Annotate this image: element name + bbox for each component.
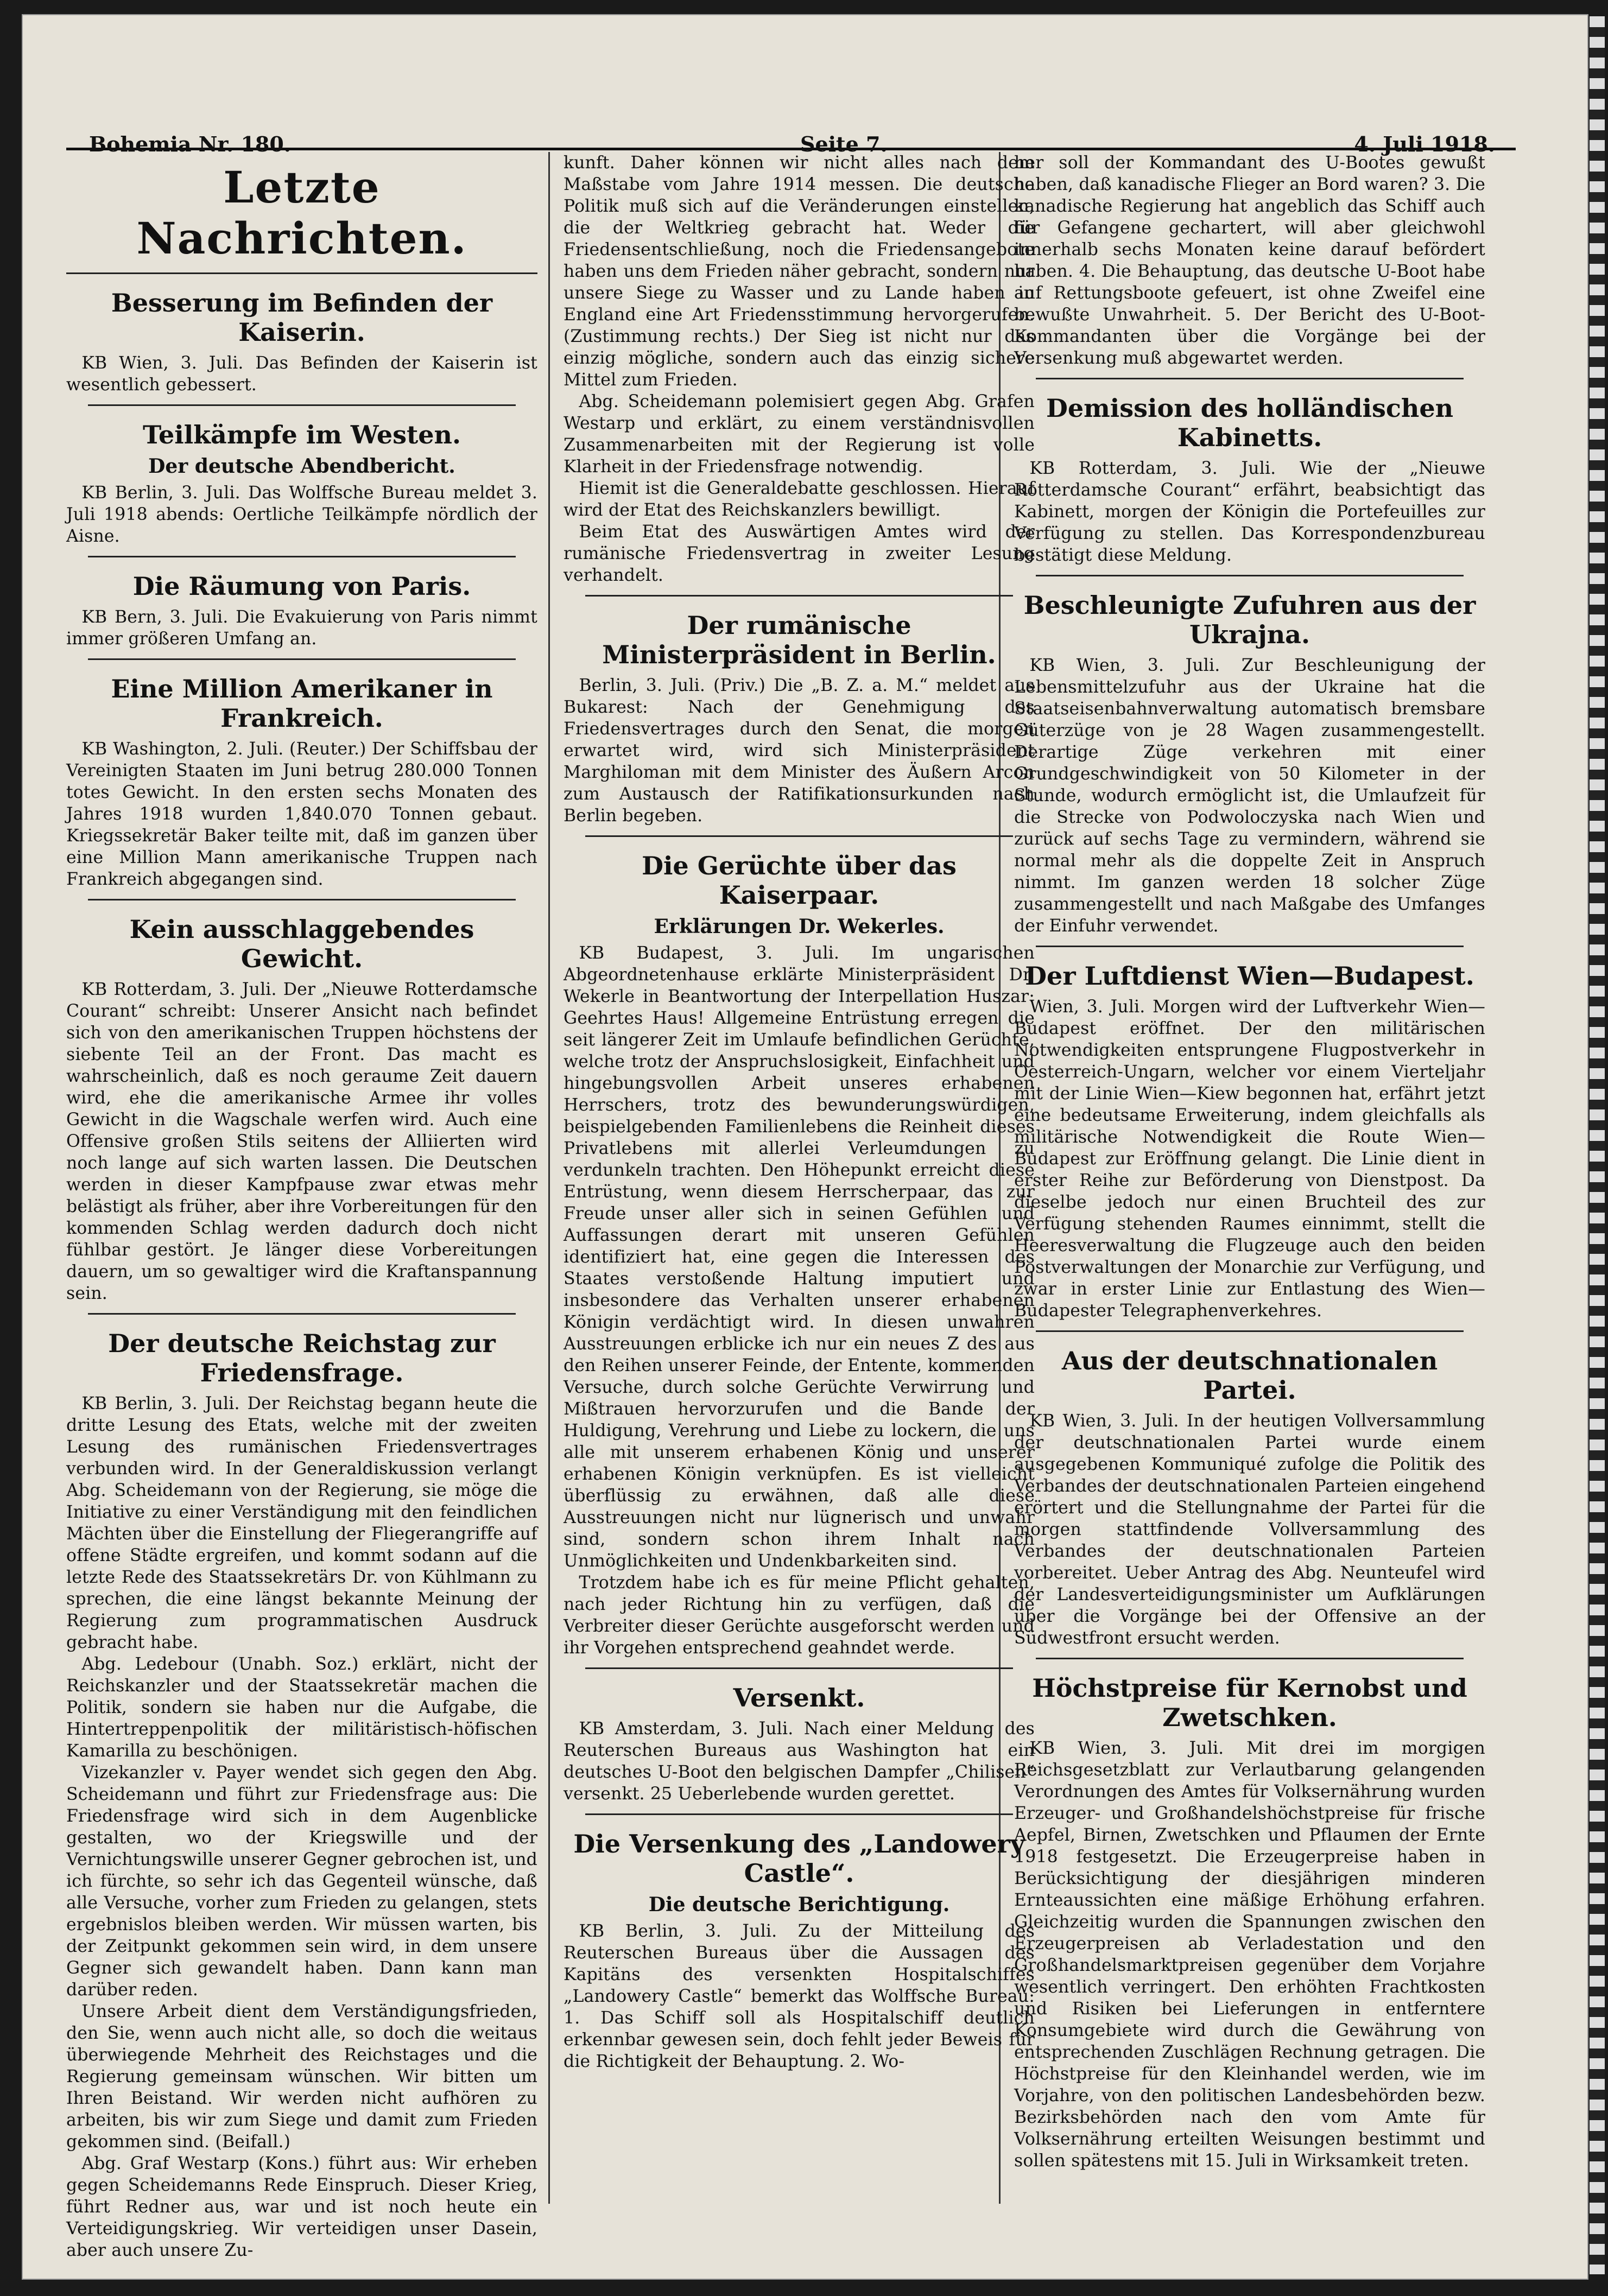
article-paragraph: Vizekanzler v. Payer wendet sich gegen den Abg. Scheidemann und führt zur Friedensfrage aus: Die Friedensfrage wird sich in dem Augenblicke gestalten, wo der Kriegswille und der Vernichtungswille unserer Gegner gebrochen ist, und ich fürchte, so sehr ich das Gegenteil wünsche, daß alle Versuche, vorher zum Frieden zu gelangen, stets ergebnislos bleiben werden. Wir müssen warten, bis der Zeitpunkt gekommen sein wird, in dem unsere Gegner sich gewandelt haben. Dann kann man darüber reden.: [66, 1763, 537, 2000]
article-paragraph: her soll der Kommandant des U-Bootes gewußt haben, daß kanadische Flieger an Bord waren? 3. Die kanadische Regierung hat angeblich das Schiff auch für Gefangene gechartert, will aber gleichwohl innerhalb sechs Monaten keine darauf befördert haben. 4. Die Behauptung, das deutsche U-Boot habe auf Rettungsboote gefeuert, ist ohne Zweifel eine bewußte Unwahrheit. 5. Der Bericht des U-Boot-Kommandanten über die Vorgänge bei der Versenkung muß abgewartet werden.: [1014, 153, 1485, 368]
article-paragraph: KB Washington, 2. Juli. (Reuter.) Der Schiffsbau der Vereinigten Staaten im Juni betrug 280.000 Tonnen totes Gewicht. In den ersten sechs Monaten des Jahres 1918 wurden 1,840.070 Tonnen gebaut. Kriegssekretär Baker teilte mit, daß im ganzen über eine Million Mann amerikanische Truppen nach Frankreich abgegangen sind.: [66, 739, 537, 889]
article-headline: Die Gerüchte über das Kaiserpaar.: [642, 851, 957, 910]
article-headline: Kein ausschlaggebendes Gewicht.: [129, 915, 474, 973]
article-paragraph: KB Budapest, 3. Juli. Im ungarischen Abgeordnetenhause erklärte Ministerpräsident Dr. Wekerle in Beantwortung der Interpellation Huszar: Geehrtes Haus! Allgemeine Entrüstung erregen die seit längerer Zeit im Umlaufe befindlichen Gerüchte, welche trotz der Anspruchslosigkeit, Einfachheit und hingebungsvollen Arbeit unseres erhabenen Herrschers, trotz des bewunderungswürdigen, beispielgebenden Familienlebens die Reinheit dieses Privatlebens mit allerlei Verleumdungen zu verdunkeln trachten. Den Höhepunkt erreicht diese Entrüstung, wenn diesem Herrscherpaar, das zur Freude unser aller sich in seinen Gefühlen und Auffassungen derart mit unseren Gefühlen identifiziert hat, eine gegen die Interessen des Staates verstoßende Haltung imputiert und insbesondere das Verhalten unserer erhabenen Königin verdächtigt wird. In diesen unwahren Ausstreuungen erblicke ich nur ein neues Z des aus den Reihen unserer Feinde, der Entente, kommenden Versuche, durch solche Gerüchte Verwirrung und Mißtrauen hervorzurufen und die Bande der Huldigung, Verehrung und Liebe zu lockern, die uns alle mit unserem erhabenen König und unserer erhabenen Königin verknüpfen. Es ist vielleicht überflüssig zu erwähnen, daß alle diese Ausstreuungen nicht nur lügnerisch und unwahr sind, sondern schon ihrem Inhalt nach Unmöglichkeiten und Undenkbarkeiten sind.: [564, 943, 1035, 1571]
scan-edge-marks: [1590, 16, 1605, 2274]
article-headline: Beschleunigte Zufuhren aus der Ukrajna.: [1023, 591, 1476, 649]
header-rule: [66, 148, 1516, 150]
article-paragraph: kunft. Daher können wir nicht alles nach dem Maßstabe vom Jahre 1914 messen. Die deutsche Politik muß sich auf die Veränderungen einstellen, die der Weltkrieg gebracht hat. Weder die Friedensentschließung, noch die Friedensangebote haben uns dem Frieden näher gebracht, sondern nur unsere Siege zu Wasser und zu Lande haben in England eine Art Friedensstimmung hervorgerufen. (Zustimmung rechts.) Der Sieg ist nicht nur das einzig mögliche, sondern auch das einzig sichere Mittel zum Frieden.: [564, 153, 1035, 390]
column-3: [1014, 152, 1485, 2204]
column-divider-1: [548, 152, 550, 2204]
article-headline: Die Versenkung des „Landowery Castle“.: [573, 1829, 1025, 1888]
article-subheadline: Die deutsche Berichtigung.: [648, 1893, 950, 1916]
separator: [585, 1667, 1013, 1669]
article-headline: Versenkt.: [733, 1683, 865, 1713]
separator: [1036, 1330, 1464, 1332]
article-paragraph: KB Wien, 3. Juli. Zur Beschleunigung der Lebensmittelzufuhr aus der Ukraine hat die Staatseisenbahnverwaltung automatisch bremsbare Güterzüge von je 28 Wagen zusammengestellt. Derartige Züge verkehren mit einer Grundgeschwindigkeit von 50 Kilometer in der Stunde, wodurch ermöglicht ist, die Umlaufzeit für die Strecke von Podwoloczyska nach Wien und zurück auf sechs Tage zu vermindern, während sie normal mehr als die doppelte Zeit in Anspruch nimmt. Im ganzen werden 18 solcher Züge zusammengestellt und nach Maßgabe des Umfanges der Einfuhr verwendet.: [1014, 656, 1485, 936]
separator: [1036, 378, 1464, 379]
article-paragraph: KB Amsterdam, 3. Juli. Nach einer Meldung des Reuterschen Bureaus aus Washington hat ein deutsches U-Boot den belgischen Dampfer „Chilisen“ versenkt. 25 Ueberlebende wurden gerettet.: [564, 1719, 1035, 1804]
page-number: Seite 7.: [800, 132, 888, 156]
article-headline: Teilkämpfe im Westen.: [143, 420, 461, 449]
separator: [585, 595, 1013, 597]
article-paragraph: Abg. Graf Westarp (Kons.) führt aus: Wir erheben gegen Scheidemanns Rede Einspruch. Dieser Krieg, führt Redner aus, war und ist noch heute ein Verteidigungskrieg. Wir verteidigen unser Dasein, aber auch unsere Zu-: [66, 2154, 537, 2260]
section-title: Letzte Nachrichten.: [136, 162, 467, 264]
article-paragraph: Hiemit ist die Generaldebatte geschlossen. Hierauf wird der Etat des Reichskanzlers bewilligt.: [564, 479, 1035, 520]
separator: [88, 404, 516, 406]
article-headline: Demission des holländischen Kabinetts.: [1046, 394, 1454, 452]
article-paragraph: Abg. Scheidemann polemisiert gegen Abg. Grafen Westarp und erklärt, zu einem verständnisvollen Zusammenarbeiten mit der Regierung ist volle Klarheit in der Friedensfrage notwendig.: [564, 392, 1035, 477]
article-headline: Höchstpreise für Kernobst und Zwetschken.: [1032, 1673, 1467, 1732]
article-paragraph: KB Bern, 3. Juli. Die Evakuierung von Paris nimmt immer größeren Umfang an.: [66, 607, 537, 649]
article-paragraph: KB Wien, 3. Juli. In der heutigen Vollversammlung der deutschnationalen Partei wurde einem ausgegebenen Kommuniqué zufolge die Politik des Verbandes der deutschnationalen Parteien eingehend erörtert und die Stellungnahme der Partei für die morgen stattfindende Vollversammlung des Verbandes der deutschnationalen Parteien vorbereitet. Ueber Antrag des Abg. Neunteufel wird der Landesverteidigungsminister um Aufklärungen über die Vorgänge bei der Offensive an der Südwestfront ersucht werden.: [1014, 1411, 1485, 1648]
article-paragraph: Wien, 3. Juli. Morgen wird der Luftverkehr Wien—Budapest eröffnet. Der den militärischen Notwendigkeiten entsprungene Flugpostverkehr in Oesterreich-Ungarn, welcher vor einem Vierteljahr mit der Linie Wien—Kiew begonnen hat, erfährt jetzt eine bedeutsame Erweiterung, indem gleichfalls als militärische Notwendigkeit die Route Wien—Budapest zur Eröffnung gelangt. Die Linie dient in erster Reihe zur Beförderung von Dienstpost. Da dieselbe jedoch nur einen Bruchteil des zur Verfügung stehenden Raumes einnimmt, stellt die Heeresverwaltung die Flugzeuge auch den beiden Postverwaltungen der Monarchie zur Verfügung, und zwar in erster Linie zur Entlastung des Wien—Budapester Telegraphenverkehres.: [1014, 997, 1485, 1321]
article-subheadline: Erklärungen Dr. Wekerles.: [654, 915, 945, 938]
separator: [585, 835, 1013, 837]
article-paragraph: Beim Etat des Auswärtigen Amtes wird der rumänische Friedensvertrag in zweiter Lesung verhandelt.: [564, 522, 1035, 585]
separator: [585, 1813, 1013, 1815]
article-paragraph: KB Rotterdam, 3. Juli. Wie der „Nieuwe Rotterdamsche Courant“ erfährt, beabsichtigt das Kabinett, morgen der Königin die Portefeuilles zur Verfügung zu stellen. Das Korrespondenzbureau bestätigt diese Meldung.: [1014, 459, 1485, 565]
article-paragraph: KB Rotterdam, 3. Juli. Der „Nieuwe Rotterdamsche Courant“ schreibt: Unserer Ansicht nach befindet sich von den amerikanischen Truppen höchstens der siebente Teil an der Front. Das macht es wahrscheinlich, daß es noch geraume Zeit dauern wird, ehe die amerikanische Armee ihr volles Gewicht in die Wagschale werfen wird. Auch eine Offensive großen Stils seitens der Alliierten wird noch lange auf sich warten lassen. Die Deutschen werden in dieser Kampfpause zwar etwas mehr belästigt als früher, aber ihre Vorbereitungen für den kommenden Schlag werden dadurch doch nicht fühlbar gestört. Je länger diese Vorbereitungen dauern, um so gewaltiger wird die Kraftanspannung sein.: [66, 980, 537, 1303]
article-headline: Der deutsche Reichstag zur Friedensfrage.: [108, 1329, 496, 1387]
article-paragraph: KB Wien, 3. Juli. Mit drei im morgigen Reichsgesetzblatt zur Verlautbarung gelangenden Verordnungen des Amtes für Volksernährung wurden Erzeuger- und Großhandelshöchstpreise für frische Aepfel, Birnen, Zwetschken und Pflaumen der Ernte 1918 festgesetzt. Die Erzeugerpreise haben in Berücksichtigung der diesjährigen minderen Ernteaussichten eine mäßige Erhöhung erfahren. Gleichzeitig wurden die Spannungen zwischen den Erzeugerpreisen ab Verladestation und den Großhandelsmarktpreisen gegenüber dem Vorjahre wesentlich verringert. Den erhöhten Frachtkosten und Risiken bei Lieferungen in entferntere Konsumgebiete wird durch die Gewährung von entsprechenden Zuschlägen Rechnung getragen. Die Höchstpreise für den Kleinhandel werden, wie im Vorjahre, von den politischen Landesbehörden bezw. Bezirksbehörden nach den vom Amte für Volksernährung erteilten Weisungen bestimmt und sollen spätestens mit 15. Juli in Wirksamkeit treten.: [1014, 1739, 1485, 2171]
separator: [88, 658, 516, 660]
article-paragraph: KB Berlin, 3. Juli. Das Wolffsche Bureau meldet 3. Juli 1918 abends: Oertliche Teilkämpfe nördlich der Aisne.: [66, 483, 537, 546]
column-2: [564, 152, 1035, 2204]
article-paragraph: KB Wien, 3. Juli. Das Befinden der Kaiserin ist wesentlich gebessert.: [66, 353, 537, 395]
article-paragraph: Berlin, 3. Juli. (Priv.) Die „B. Z. a. M.“ meldet aus Bukarest: Nach der Genehmigung des Friedensvertrages durch den Senat, die morgen erwartet wird, wird sich Ministerpräsident Marghiloman mit dem Minister des Äußern Arcon zum Austausch der Ratifikationsurkunden nach Berlin begeben.: [564, 676, 1035, 826]
separator: [1036, 1658, 1464, 1659]
article-headline: Eine Million Amerikaner in Frankreich.: [111, 674, 493, 733]
article-headline: Besserung im Befinden der Kaiserin.: [111, 288, 493, 347]
article-headline: Aus der deutschnationalen Partei.: [1061, 1346, 1438, 1405]
article-paragraph: Trotzdem habe ich es für meine Pflicht gehalten, nach jeder Richtung hin zu verfügen, daß die Verbreiter dieser Gerüchte ausgeforscht werden und ihr Vorgehen entsprechend geahndet werde.: [564, 1573, 1035, 1658]
article-headline: Der Luftdienst Wien—Budapest.: [1025, 961, 1474, 991]
article-paragraph: Abg. Ledebour (Unabh. Soz.) erklärt, nicht der Reichskanzler und der Staatssekretär machen die Politik, sondern sie haben nur die Aufgabe, die Hintertreppenpolitik der militäristisch-höfischen Kamarilla zu beschönigen.: [66, 1654, 537, 1761]
separator: [88, 556, 516, 557]
separator: [1036, 575, 1464, 576]
article-paragraph: KB Berlin, 3. Juli. Der Reichstag begann heute die dritte Lesung des Etats, welche mit der zweiten Lesung des rumänischen Friedensvertrages verbunden wird. In der Generaldiskussion verlangt Abg. Scheidemann von der Regierung, sie möge die Initiative zu einer Verständigung mit den feindlichen Mächten über die Einstellung der Fliegerangriffe auf offene Städte ergreifen, und kommt sodann auf die letzte Rede des Staatssekretärs Dr. von Kühlmann zu sprechen, die eine längst bekannte Meinung der Regierung zum programmatischen Ausdruck gebracht habe.: [66, 1394, 537, 1652]
separator: [88, 899, 516, 900]
column-1: [66, 152, 537, 2260]
paper-issue: Bohemia Nr. 180.: [89, 132, 292, 156]
article-headline: Der rumänische Ministerpräsident in Berlin.: [602, 611, 996, 669]
article-paragraph: Unsere Arbeit dient dem Verständigungsfrieden, den Sie, wenn auch nicht alle, so doch die weitaus überwiegende Mehrheit des Reichstages und die Regierung gemeinsam wünschen. Wir bitten um Ihren Beistand. Wir werden nicht aufhören zu arbeiten, bis wir zum Siege und damit zum Frieden gekommen sind. (Beifall.): [66, 2002, 537, 2152]
separator: [88, 1313, 516, 1315]
article-headline: Die Räumung von Paris.: [132, 572, 471, 601]
separator: [1036, 946, 1464, 947]
issue-date: 4. Juli 1918.: [1354, 132, 1495, 156]
article-subheadline: Der deutsche Abendbericht.: [148, 455, 455, 478]
article-paragraph: KB Berlin, 3. Juli. Zu der Mitteilung des Reuterschen Bureaus über die Aussagen des Kapitäns des versenkten Hospitalschiffes „Landowery Castle“ bemerkt das Wolffsche Bureau: 1. Das Schiff soll als Hospitalschiff deutlich erkennbar gewesen sein, doch fehlt jeder Beweis für die Richtigkeit der Behauptung. 2. Wo-: [564, 1921, 1035, 2071]
separator: [66, 272, 537, 274]
